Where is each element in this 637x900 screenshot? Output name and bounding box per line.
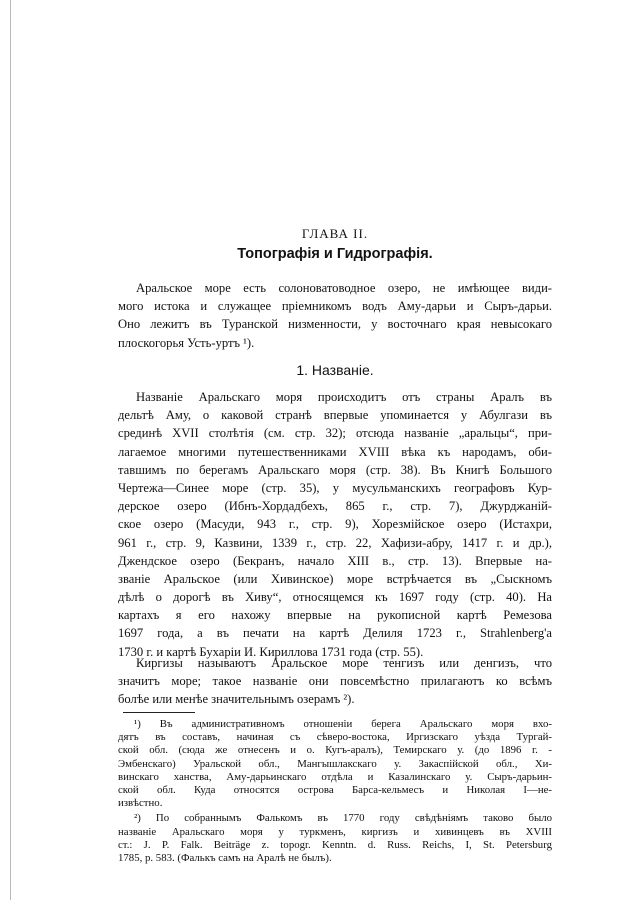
- footnote-line: ст.: J. P. Falk. Beiträge z. topogr. Kenntn. d. Russ. Reichs, I, St. Petersburg: [118, 838, 552, 851]
- footnote-separator: [123, 712, 195, 713]
- footnote-line: названіе Аральскаго моря у туркменъ, киргизъ и хивинцевъ въ XVIII: [118, 825, 552, 838]
- footnote-2: [118, 812, 552, 865]
- body-line: значитъ море; такое названіе они повсемѣстно прилагаютъ ко всѣмъ: [118, 674, 552, 689]
- body-line: Названіе Аральскаго моря происходитъ отъ страны Аралъ въ: [136, 390, 552, 404]
- body-paragraph-2: [118, 654, 552, 709]
- footnote-line: Эмбенскаго) Уральской обл., Мангышлакскаго у. Закаспійской обл., Хи-: [118, 757, 552, 770]
- body-line: 961 г., стр. 9, Казвини, 1339 г., стр. 22, Хафизи-абру, 1417 г. и др.),: [118, 535, 552, 550]
- footnote-line: ской обл. (сюда же отнесенъ и о. Кугъ-аралъ), Темирскаго у. (до 1896 г. -: [118, 744, 552, 757]
- body-line: лагаемое многими путешественниками XVIII вѣка къ народамъ, оби-: [118, 444, 552, 459]
- footnote-line: извѣстно.: [118, 797, 163, 810]
- body-line: Чертежа—Синее море (стр. 35), у мусульманскихъ географовъ Кур-: [118, 480, 552, 495]
- body-paragraph-1: [118, 388, 552, 661]
- body-line: дерское озеро (Ибнъ-Хордадбехъ, 865 г., стр. 7), Джурджаній-: [118, 499, 552, 514]
- body-line: срединѣ XVII столѣтія (см. стр. 32); отсюда названіе „аральцы“, при-: [118, 426, 552, 441]
- body-line: ское озеро (Масуди, 943 г., стр. 9), Хорезмійское озеро (Истахри,: [118, 517, 552, 532]
- page-edge-line: [10, 0, 11, 900]
- body-line: 1730 г. и картѣ Бухаріи И. Кириллова 1731 года (стр. 55).: [118, 644, 424, 659]
- footnote-line: винскаго ханства, Аму-дарьинскаго отдѣла и Казалинскаго у. Сыръ-дарьин-: [118, 770, 552, 783]
- chapter-label: ГЛАВА II.: [301, 226, 369, 241]
- footnote-line: дятъ въ составъ, начиная съ сѣверо-востока, Иргизскаго уѣзда Тургай-: [118, 731, 552, 744]
- chapter-heading: Топографія и Гидрографія.: [237, 246, 433, 262]
- intro-line: Оно лежитъ въ Туранской низменности, у восточнаго края невысокаго: [118, 317, 552, 332]
- footnote-line: ской обл. Куда относятся острова Барса-кельмесъ и Николая I—не-: [118, 783, 552, 796]
- intro-line: Аральское море есть солоноватоводное озеро, не имѣющее види-: [136, 281, 552, 295]
- intro-line: мого истока и служащее пріемникомъ водъ Аму-дарьи и Сыръ-дарьи.: [118, 299, 552, 314]
- body-line: болѣе или менѣе значительнымъ озерамъ ²).: [118, 692, 355, 707]
- body-line: дѣлѣ о дорогѣ въ Хиву“, относящемся къ 1697 году (стр. 40). На: [118, 590, 552, 605]
- body-line: Джендское озеро (Бекранъ, начало XIII в., стр. 13). Впервые на-: [118, 553, 552, 568]
- body-line: тавшимъ по берегамъ Аральскаго моря (стр. 38). Въ Книгѣ Большого: [118, 462, 552, 477]
- intro-line: плоскогорья Усть-уртъ ¹).: [118, 335, 255, 350]
- intro-paragraph: [118, 279, 552, 352]
- footnote-line: 1785, p. 583. (Фалькъ самъ на Аралѣ не былъ).: [118, 851, 332, 864]
- footnote-1: [118, 718, 552, 810]
- footnote-line: ²) По собраннымъ Фалькомъ въ 1770 году свѣдѣніямъ таково было: [134, 812, 552, 825]
- body-line: 1697 года, а въ печати на картѣ Делиля 1723 г., Strahlenberg'a: [118, 626, 552, 641]
- footnote-line: ¹) Въ административномъ отношеніи берега Аральскаго моря вхо-: [134, 718, 552, 730]
- body-line: дельтѣ Аму, о каковой странѣ впервые упоминается у Абулгази въ: [118, 408, 552, 423]
- footnotes: [118, 718, 552, 865]
- section-title: 1. Названіе.: [296, 362, 374, 378]
- body-line: картахъ я его нахожу впервые на рукописной картѣ Ремезова: [118, 608, 552, 623]
- body-line: Киргизы называютъ Аральское море тенгизъ или денгизъ, что: [136, 656, 552, 670]
- body-line: званіе Аральское (или Хивинское) море встрѣчается въ „Сыскномъ: [118, 571, 552, 586]
